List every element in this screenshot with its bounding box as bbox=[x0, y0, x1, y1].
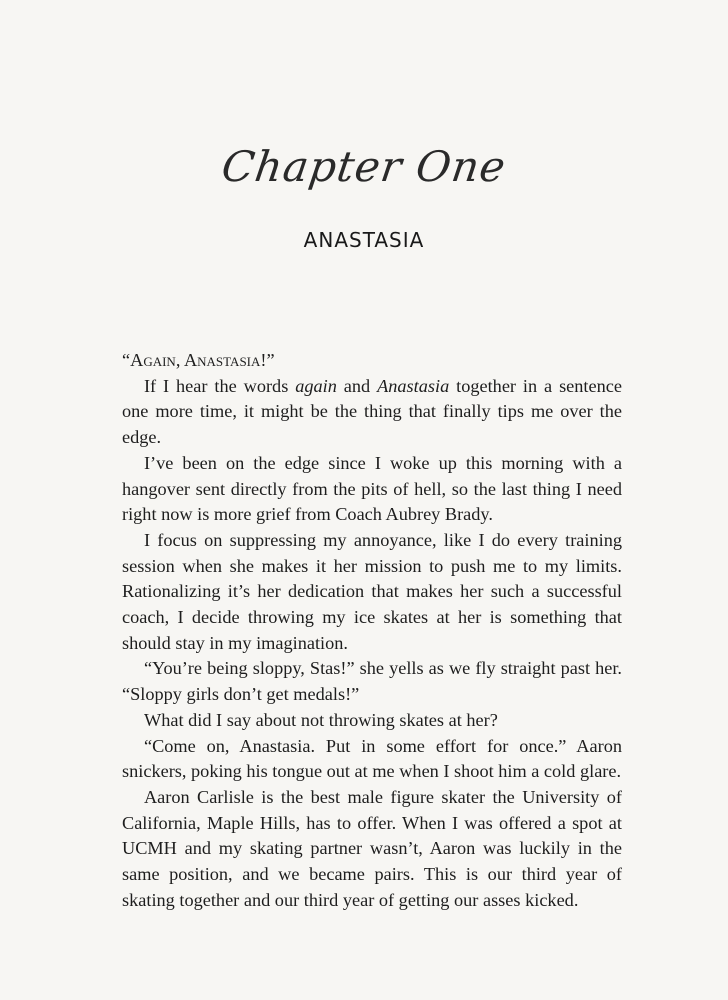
paragraph-opening bbox=[122, 348, 622, 374]
pov-character-heading: ANASTASIA bbox=[303, 228, 425, 252]
chapter-body bbox=[122, 348, 622, 913]
closing-quote: ” bbox=[266, 350, 275, 370]
paragraph-6: “Come on, Anastasia. Put in some effort for once.” Aaron snickers, poking his tongue out at me when I shoot him a cold glare. bbox=[122, 735, 622, 782]
paragraph-7: Aaron Carlisle is the best male figure skater the University of California, Maple Hills, has to offer. When I was offered a spot at UCMH and my skating partner wasn’t, Aaron was luckily in the same position, and we became pairs. This is our third year of skating together and our third year of getting our asses kicked. bbox=[122, 786, 622, 910]
paragraph-5: What did I say about not throwing skates at her? bbox=[143, 709, 498, 730]
chapter-title: Chapter One bbox=[218, 142, 510, 191]
paragraph-2: I’ve been on the edge since I woke up this morning with a hangover sent directly from the pits of hell, so the last thing I need right now is more grief from Coach Aubrey Brady. bbox=[122, 452, 622, 525]
paragraph-1 bbox=[122, 374, 622, 451]
p1-emphasis-again: again bbox=[295, 375, 337, 396]
opening-quote: “ bbox=[122, 350, 131, 370]
p1-text-c: together in a sentence one more time, it might be the thing that finally tips me over the edge. bbox=[122, 375, 622, 448]
paragraph-3: I focus on suppressing my annoyance, like I do every training session when she makes it her mission to push me to my limits. Rationalizing it’s her dedication that makes her such a successful coach, I decide throwing my ice skates at her is something that should stay in my imagination. bbox=[122, 529, 622, 653]
p1-emphasis-anastasia: Anastasia bbox=[377, 375, 450, 396]
opening-smallcaps: Again, Anastasia! bbox=[130, 350, 267, 370]
paragraph-4: “You’re being sloppy, Stas!” she yells as we fly straight past her. “Sloppy girls don’t get medals!” bbox=[122, 658, 622, 705]
p1-text-b: and bbox=[336, 375, 378, 396]
p1-text-a: If I hear the words bbox=[143, 375, 296, 396]
